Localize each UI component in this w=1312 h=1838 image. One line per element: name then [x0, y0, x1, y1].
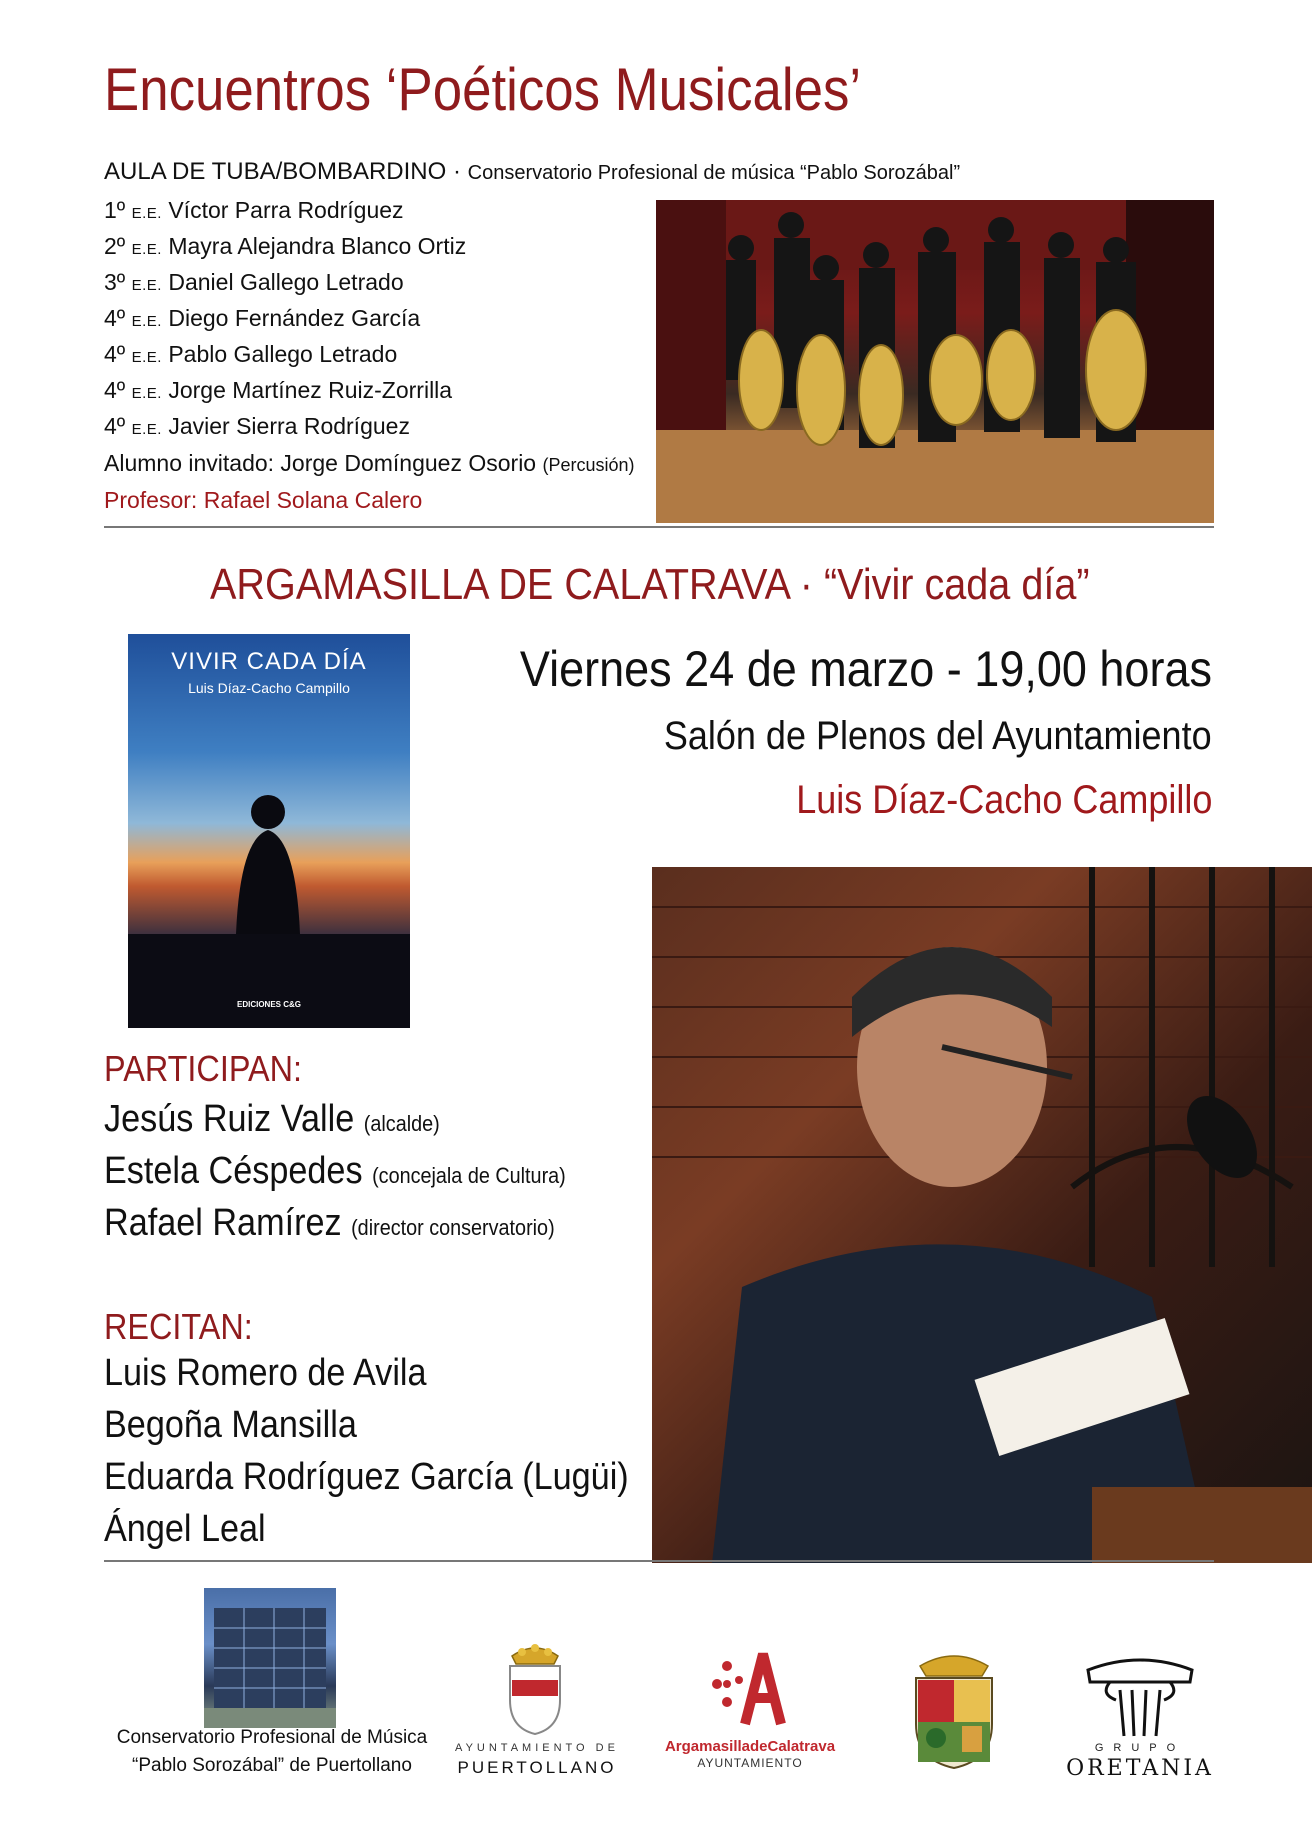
participant-name: Rafael Ramírez — [104, 1202, 342, 1244]
student-list-item — [104, 197, 404, 224]
participant-name: Jesús Ruiz Valle — [104, 1098, 355, 1140]
conservatorio-caption-line1: Conservatorio Profesional de Música — [116, 1727, 428, 1748]
conservatorio-caption-line2: “Pablo Sorozábal” de Puertollano — [132, 1755, 412, 1776]
event-location-title: ARGAMASILLA DE CALATRAVA · “Vivir cada día” — [210, 560, 1090, 609]
reciters-heading: RECITAN: — [104, 1306, 253, 1347]
oretania-caption-line1: GRUPO — [1094, 1742, 1186, 1754]
conservatorio-building-image — [204, 1588, 336, 1728]
book-title: VIVIR CADA DÍA — [171, 648, 367, 675]
student-name: Diego Fernández García — [168, 305, 421, 331]
student-level: E.E. — [131, 385, 162, 402]
event-date-time: Viernes 24 de marzo - 19,00 horas — [519, 641, 1212, 697]
building-drawing — [204, 1588, 336, 1728]
participant-item — [104, 1202, 555, 1245]
student-list-item — [104, 377, 452, 404]
subtitle-separator: · — [446, 158, 468, 185]
participant-role: (concejala de Cultura) — [372, 1163, 566, 1188]
student-name: Víctor Parra Rodríguez — [168, 197, 404, 223]
participants-heading: PARTICIPAN: — [104, 1048, 303, 1089]
student-level: E.E. — [131, 277, 162, 294]
student-name: Mayra Alejandra Blanco Ortiz — [168, 233, 467, 259]
student-name: Jorge Martínez Ruiz-Zorrilla — [168, 377, 453, 403]
student-list-item — [104, 269, 404, 296]
reciter-item: Begoña Mansilla — [104, 1404, 357, 1446]
participant-item — [104, 1150, 566, 1193]
student-level: E.E. — [131, 349, 162, 366]
footer-divider — [104, 1560, 1214, 1562]
guest-label: Alumno invitado: Jorge Domínguez Osorio — [104, 450, 537, 476]
student-grade: 1º — [104, 197, 126, 223]
guest-role: (Percusión) — [542, 455, 635, 475]
student-list-item — [104, 413, 410, 440]
student-grade: 2º — [104, 233, 126, 259]
argamasilla-caption-line2: AYUNTAMIENTO — [697, 1756, 803, 1770]
student-grade: 4º — [104, 341, 126, 367]
student-level: E.E. — [131, 205, 162, 222]
ensemble-photo-drawing — [656, 200, 1214, 523]
oretania-caption-line2: ORETANIA — [1066, 1756, 1214, 1781]
student-list-item — [104, 233, 466, 260]
ensemble-photo — [656, 200, 1214, 523]
student-level: E.E. — [131, 241, 162, 258]
event-author: Luis Díaz-Cacho Campillo — [795, 778, 1212, 822]
reciter-item: Ángel Leal — [104, 1508, 266, 1550]
poster-title: Encuentros ‘Poéticos Musicales’ — [104, 56, 862, 123]
participant-role: (alcalde) — [363, 1111, 440, 1136]
participant-role: (director conservatorio) — [351, 1215, 555, 1240]
guest-student — [104, 450, 635, 477]
student-list-item — [104, 341, 397, 368]
conservatorio-caption — [112, 1724, 432, 1780]
student-level: E.E. — [131, 313, 162, 330]
participant-item — [104, 1098, 440, 1141]
student-grade: 3º — [104, 269, 126, 295]
puertollano-crest-icon — [500, 1640, 570, 1741]
puertollano-caption-line2: PUERTOLLANO — [457, 1758, 617, 1777]
student-grade: 4º — [104, 413, 126, 439]
author-reading-photo — [652, 867, 1312, 1563]
book-author: Luis Díaz-Cacho Campillo — [188, 680, 350, 696]
author-reading-drawing — [652, 867, 1312, 1563]
section-divider — [104, 526, 1214, 528]
argamasilla-caption-line1: ArgamasilladeCalatrava — [664, 1738, 836, 1755]
subtitle-institution: Conservatorio Profesional de música “Pablo Sorozábal” — [467, 162, 961, 184]
teacher-line: Profesor: Rafael Solana Calero — [104, 487, 423, 513]
student-name: Daniel Gallego Letrado — [168, 269, 404, 295]
reciter-item: Eduarda Rodríguez García (Lugüi) — [104, 1456, 629, 1498]
subtitle-main: AULA DE TUBA/BOMBARDINO — [104, 158, 447, 185]
student-level: E.E. — [131, 421, 162, 438]
puertollano-caption-line1: AYUNTAMIENTO DE — [455, 1742, 619, 1754]
municipal-coat-of-arms-icon — [902, 1648, 1006, 1775]
student-name: Pablo Gallego Letrado — [168, 341, 398, 367]
grupo-oretania-logo-icon — [1080, 1650, 1200, 1745]
argamasilla-logo-icon — [705, 1646, 791, 1737]
student-list-item — [104, 305, 420, 332]
student-grade: 4º — [104, 305, 126, 331]
event-venue: Salón de Plenos del Ayuntamiento — [664, 714, 1212, 758]
book-cover — [128, 634, 410, 1028]
book-publisher: EDICIONES C&G — [236, 1000, 301, 1009]
reciter-item: Luis Romero de Avila — [104, 1352, 427, 1394]
participant-name: Estela Céspedes — [104, 1150, 363, 1192]
book-silhouette — [128, 634, 410, 1028]
student-grade: 4º — [104, 377, 126, 403]
poster-subtitle — [104, 158, 960, 186]
student-name: Javier Sierra Rodríguez — [168, 413, 410, 439]
